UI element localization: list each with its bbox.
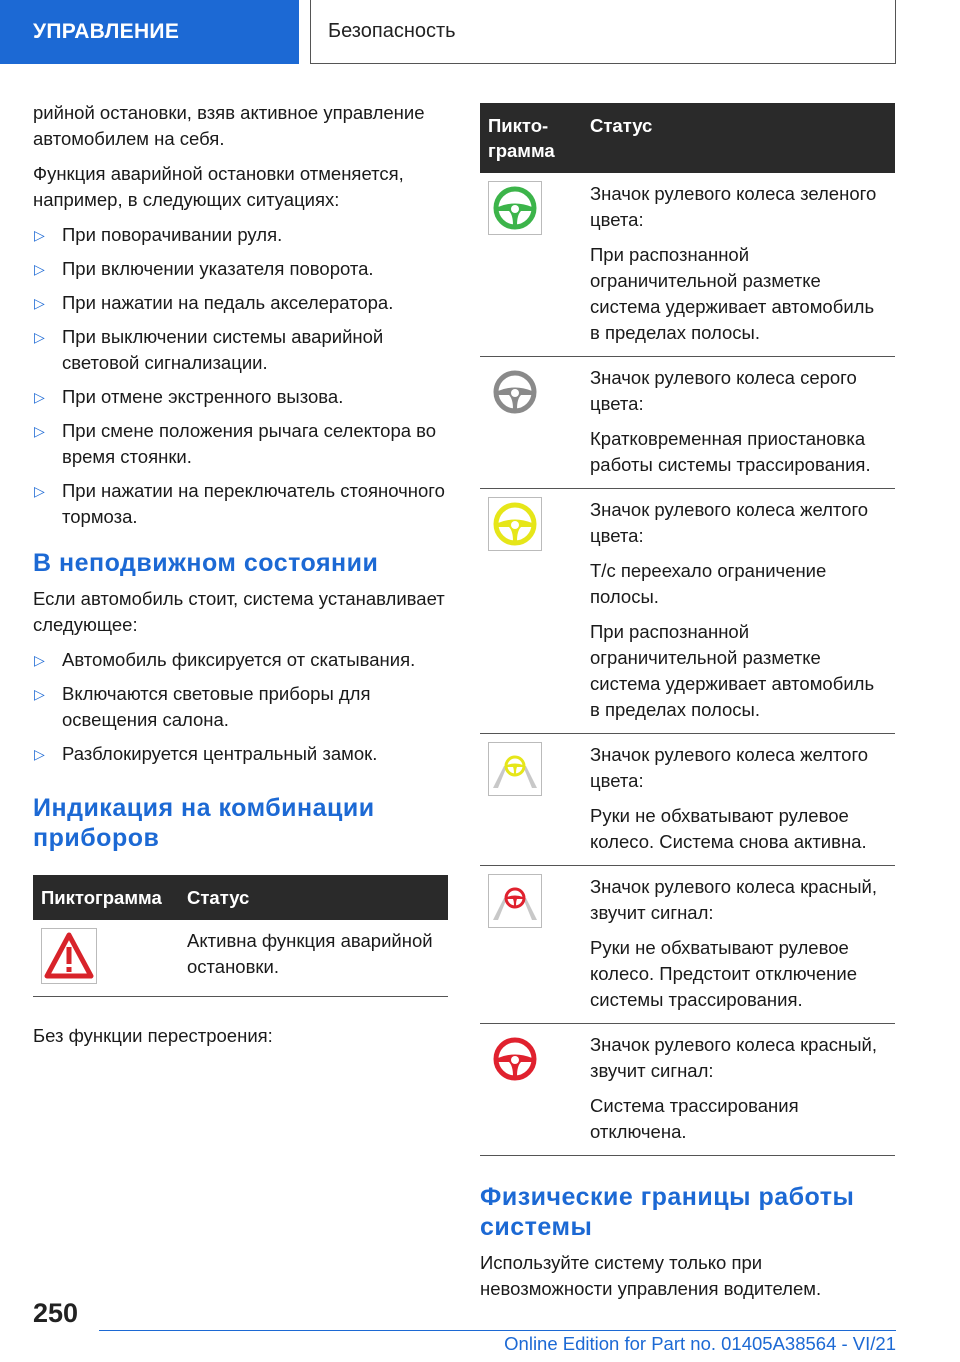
footer-divider bbox=[99, 1330, 896, 1331]
paragraph: Если автомобиль стоит, система устанавливает следующее: bbox=[33, 588, 445, 635]
indication-table bbox=[33, 875, 448, 997]
steering-wheel-yellow-lanes-icon bbox=[488, 742, 542, 796]
triangle-bullet-icon: ▷ bbox=[34, 652, 45, 668]
list-item: ▷ При отмене экстренного вызова. bbox=[33, 384, 448, 410]
status-title: Значок рулевого колеса зеленого цвета: bbox=[590, 183, 877, 230]
status-desc: Руки не обхватывают рулевое колесо. Система снова активна. bbox=[590, 805, 867, 852]
table-header-status: Статус bbox=[179, 875, 448, 920]
list-item: ▷ При нажатии на переключатель стояночного тормоза. bbox=[34, 480, 445, 527]
heading-stationary: В неподвижном состоянии bbox=[33, 549, 379, 577]
triangle-bullet-icon: ▷ bbox=[34, 227, 45, 243]
table-row bbox=[480, 734, 895, 866]
table-row bbox=[480, 866, 895, 1024]
steering-wheel-red-lanes-icon bbox=[488, 874, 542, 928]
triangle-bullet-icon: ▷ bbox=[34, 389, 45, 405]
status-title: Значок рулевого колеса красный, звучит сигнал: bbox=[590, 1034, 877, 1081]
right-column bbox=[480, 103, 895, 1311]
left-column bbox=[33, 100, 448, 1058]
steering-status-table bbox=[480, 103, 895, 1156]
status-text: Активна функция аварийной остановки. bbox=[187, 930, 433, 977]
bullet-list-stationary bbox=[33, 647, 448, 767]
table-row bbox=[33, 920, 448, 997]
list-item: ▷ При выключении системы аварийной световой сигнализации. bbox=[34, 326, 384, 373]
triangle-bullet-icon: ▷ bbox=[34, 261, 45, 277]
status-title: Значок рулевого колеса желтого цвета: bbox=[590, 499, 869, 546]
table-row bbox=[480, 1024, 895, 1156]
paragraph: Функция аварийной остановки отменяется, например, в следующих ситуациях: bbox=[33, 163, 404, 210]
list-item: ▷ При нажатии на педаль акселератора. bbox=[33, 290, 448, 316]
triangle-bullet-icon: ▷ bbox=[34, 686, 45, 702]
section-tab: УПРАВЛЕНИЕ bbox=[0, 0, 299, 64]
status-desc: Кратковременная приостановка работы системы трассирования. bbox=[590, 428, 871, 475]
chapter-title: Безопасность bbox=[310, 0, 896, 64]
page-number: 250 bbox=[33, 1298, 79, 1328]
list-item: ▷ При смене положения рычага селектора во время стоянки. bbox=[34, 420, 437, 467]
list-item: ▷ Включаются световые приборы для освещения салона. bbox=[34, 683, 371, 730]
edition-footer: Online Edition for Part no. 01405A38564 - VI/21 bbox=[504, 1333, 896, 1354]
table-row bbox=[480, 357, 895, 489]
list-item: ▷ При включении указателя поворота. bbox=[33, 256, 448, 282]
table-header-pictogram: Пикто-грамма bbox=[480, 103, 582, 173]
table-row bbox=[480, 489, 895, 734]
triangle-bullet-icon: ▷ bbox=[34, 295, 45, 311]
list-item: ▷ Автомобиль фиксируется от скатывания. bbox=[33, 647, 448, 673]
heading-indication: Индикация на комбинации приборов bbox=[33, 794, 375, 852]
status-title: Значок рулевого колеса желтого цвета: bbox=[590, 744, 869, 791]
list-item: ▷ При поворачивании руля. bbox=[33, 222, 448, 248]
status-desc: При распознанной ограничительной разметке система удерживает автомобиль в пределах полосы. bbox=[590, 621, 875, 720]
steering-wheel-yellow-icon bbox=[488, 497, 542, 551]
steering-wheel-green-icon bbox=[488, 181, 542, 235]
triangle-bullet-icon: ▷ bbox=[34, 423, 45, 439]
steering-wheel-gray-icon bbox=[488, 365, 542, 419]
steering-wheel-red-icon bbox=[488, 1032, 542, 1086]
status-desc: Система трассирования отключена. bbox=[590, 1095, 799, 1142]
status-title: Значок рулевого колеса красный, звучит сигнал: bbox=[590, 876, 877, 923]
paragraph: Используйте систему только при невозможности управления водителем. bbox=[480, 1252, 822, 1299]
list-item: ▷ Разблокируется центральный замок. bbox=[33, 741, 448, 767]
triangle-bullet-icon: ▷ bbox=[34, 483, 45, 499]
status-desc: Т/с переехало ограничение полосы. bbox=[590, 560, 827, 607]
bullet-list-cancel bbox=[33, 222, 448, 530]
triangle-bullet-icon: ▷ bbox=[34, 329, 45, 345]
paragraph: Без функции перестроения: bbox=[33, 1025, 273, 1046]
paragraph: рийной остановки, взяв активное управление автомобилем на себя. bbox=[33, 102, 425, 149]
table-header-pictogram: Пиктограмма bbox=[33, 875, 179, 920]
table-row bbox=[480, 173, 895, 357]
status-desc: Руки не обхватывают рулевое колесо. Предстоит отключение системы трассирования. bbox=[590, 937, 857, 1010]
status-title: Значок рулевого колеса серого цвета: bbox=[590, 367, 857, 414]
table-header-status: Статус bbox=[582, 103, 895, 173]
warning-triangle-icon bbox=[41, 928, 97, 984]
heading-limits: Физические границы работы системы bbox=[480, 1183, 855, 1241]
triangle-bullet-icon: ▷ bbox=[34, 746, 45, 762]
status-desc: При распознанной ограничительной разметке система удерживает автомобиль в пределах полосы. bbox=[590, 244, 875, 343]
